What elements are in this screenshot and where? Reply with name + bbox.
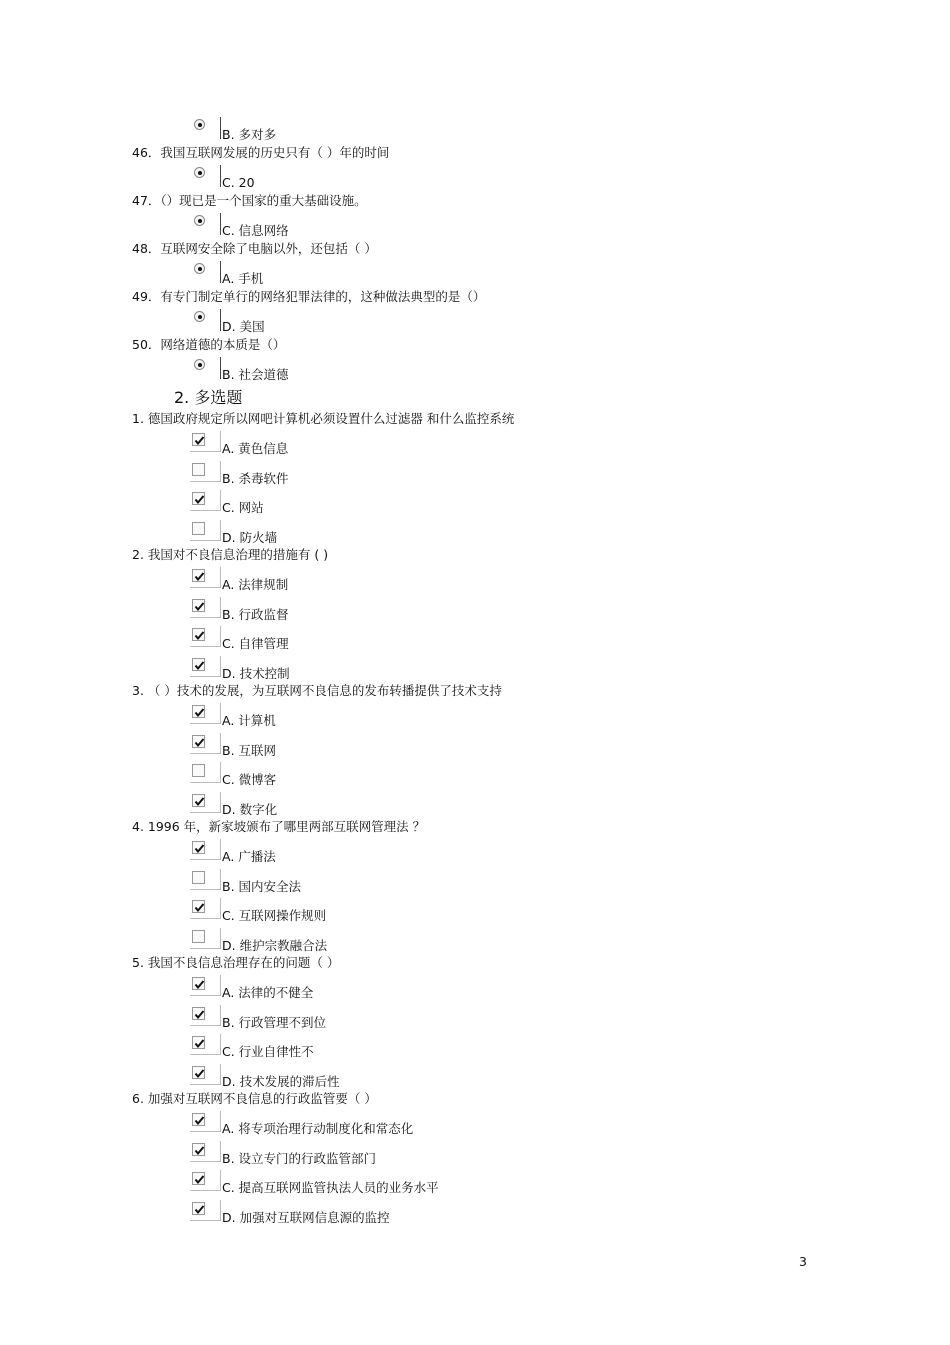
option-label: B. 行政管理不到位 — [222, 1014, 327, 1030]
answer-label: B. 多对多 — [222, 127, 277, 142]
checkbox-option[interactable] — [190, 1034, 690, 1060]
page-number: 3 — [799, 1254, 807, 1269]
radio-selected-icon[interactable] — [194, 167, 205, 178]
field-divider — [220, 309, 221, 331]
checkbox-checked-icon[interactable] — [192, 900, 205, 913]
checkbox-unchecked-icon[interactable] — [192, 522, 205, 535]
answer-option[interactable] — [190, 117, 690, 143]
checkbox-checked-icon[interactable] — [192, 628, 205, 641]
checkbox-unchecked-icon[interactable] — [192, 764, 205, 777]
checkbox-option[interactable] — [190, 1170, 690, 1196]
option-label: A. 广播法 — [222, 849, 276, 864]
checkbox-option[interactable] — [190, 597, 690, 623]
radio-selected-icon[interactable] — [194, 311, 205, 322]
checkbox-option[interactable] — [190, 975, 690, 1001]
checkbox-option[interactable] — [190, 626, 690, 652]
checkbox-option[interactable] — [190, 898, 690, 924]
checkbox-checked-icon[interactable] — [192, 1066, 205, 1079]
checkbox-option[interactable] — [190, 520, 690, 546]
answer-option[interactable] — [190, 213, 690, 239]
option-label: D. 技术发展的滞后性 — [222, 1073, 340, 1089]
field-divider — [220, 213, 221, 235]
option-label: D. 防火墙 — [222, 529, 278, 545]
checkbox-checked-icon[interactable] — [192, 1113, 205, 1126]
checkbox-option[interactable] — [190, 703, 690, 729]
option-label: B. 行政监督 — [222, 606, 289, 622]
field-divider — [220, 117, 221, 139]
checkbox-checked-icon[interactable] — [192, 492, 205, 505]
checkbox-option[interactable] — [190, 1005, 690, 1031]
question-text: 1. 德国政府规定所以网吧计算机必须设置什么过滤器 和什么监控系统 — [132, 411, 515, 426]
option-label: A. 计算机 — [222, 713, 276, 728]
question-text: 48．互联网安全除了电脑以外，还包括（ ） — [132, 241, 377, 256]
question-text: 6. 加强对互联网不良信息的行政监管要（ ） — [132, 1091, 377, 1106]
option-label: B. 杀毒软件 — [222, 470, 289, 486]
checkbox-option[interactable] — [190, 567, 690, 593]
option-label: C. 提高互联网监管执法人员的业务水平 — [222, 1180, 439, 1195]
checkbox-checked-icon[interactable] — [192, 841, 205, 854]
checkbox-option[interactable] — [190, 431, 690, 457]
answer-label: D. 美国 — [222, 319, 265, 334]
answer-label: C. 20 — [222, 175, 255, 190]
radio-selected-icon[interactable] — [194, 215, 205, 226]
section-heading: 2. 多选题 — [174, 388, 243, 407]
question-text: 46．我国互联网发展的历史只有（ ）年的时间 — [132, 145, 390, 160]
question-text: 5. 我国不良信息治理存在的问题（ ） — [132, 955, 340, 970]
answer-label: C. 信息网络 — [222, 223, 289, 238]
checkbox-option[interactable] — [190, 490, 690, 516]
answer-option[interactable] — [190, 309, 690, 335]
field-divider — [220, 357, 221, 379]
option-label: B. 国内安全法 — [222, 878, 302, 894]
checkbox-unchecked-icon[interactable] — [192, 930, 205, 943]
option-label: A. 法律规制 — [222, 577, 289, 592]
checkbox-unchecked-icon[interactable] — [192, 463, 205, 476]
checkbox-checked-icon[interactable] — [192, 1143, 205, 1156]
checkbox-checked-icon[interactable] — [192, 977, 205, 990]
question-text: 2. 我国对不良信息治理的措施有 ( ) — [132, 547, 329, 562]
checkbox-option[interactable] — [190, 461, 690, 487]
checkbox-option[interactable] — [190, 762, 690, 788]
checkbox-checked-icon[interactable] — [192, 569, 205, 582]
question-text: 50．网络道德的本质是（） — [132, 337, 286, 352]
option-label: D. 技术控制 — [222, 665, 290, 681]
option-label: A. 法律的不健全 — [222, 985, 314, 1000]
field-divider — [220, 261, 221, 283]
radio-selected-icon[interactable] — [194, 119, 205, 130]
radio-selected-icon[interactable] — [194, 263, 205, 274]
checkbox-option[interactable] — [190, 733, 690, 759]
checkbox-checked-icon[interactable] — [192, 1036, 205, 1049]
field-divider — [220, 165, 221, 187]
option-label: D. 维护宗教融合法 — [222, 937, 328, 953]
option-label: B. 设立专门的行政监管部门 — [222, 1150, 377, 1166]
checkbox-option[interactable] — [190, 869, 690, 895]
checkbox-unchecked-icon[interactable] — [192, 871, 205, 884]
answer-option[interactable] — [190, 357, 690, 383]
option-label: D. 数字化 — [222, 801, 278, 817]
checkbox-option[interactable] — [190, 1064, 690, 1090]
question-text: 49．有专门制定单行的网络犯罪法律的，这种做法典型的是（） — [132, 289, 486, 304]
checkbox-option[interactable] — [190, 1111, 690, 1137]
option-label: A. 黄色信息 — [222, 441, 289, 456]
checkbox-checked-icon[interactable] — [192, 599, 205, 612]
option-label: D. 加强对互联网信息源的监控 — [222, 1209, 390, 1225]
checkbox-checked-icon[interactable] — [192, 433, 205, 446]
option-label: C. 网站 — [222, 500, 264, 515]
question-text: 3. （ ）技术的发展，为互联网不良信息的发布转播提供了技术支持 — [132, 683, 502, 698]
option-label: A. 将专项治理行动制度化和常态化 — [222, 1121, 414, 1136]
answer-option[interactable] — [190, 165, 690, 191]
checkbox-option[interactable] — [190, 1200, 690, 1226]
checkbox-option[interactable] — [190, 839, 690, 865]
answer-label: A. 手机 — [222, 271, 264, 286]
checkbox-checked-icon[interactable] — [192, 1172, 205, 1185]
option-label: B. 互联网 — [222, 742, 277, 758]
option-label: C. 自律管理 — [222, 636, 289, 651]
checkbox-checked-icon[interactable] — [192, 735, 205, 748]
option-label: C. 行业自律性不 — [222, 1044, 314, 1059]
checkbox-option[interactable] — [190, 656, 690, 682]
checkbox-option[interactable] — [190, 1141, 690, 1167]
question-text: 47．（）现已是一个国家的重大基础设施。 — [132, 193, 367, 208]
answer-label: B. 社会道德 — [222, 367, 289, 382]
checkbox-checked-icon[interactable] — [192, 794, 205, 807]
checkbox-option[interactable] — [190, 928, 690, 954]
radio-selected-icon[interactable] — [194, 359, 205, 370]
checkbox-checked-icon[interactable] — [192, 1007, 205, 1020]
option-label: C. 微博客 — [222, 772, 277, 787]
checkbox-checked-icon[interactable] — [192, 705, 205, 718]
checkbox-checked-icon[interactable] — [192, 1202, 205, 1215]
checkbox-checked-icon[interactable] — [192, 658, 205, 671]
question-text: 4. 1996 年，新家坡颁布了哪里两部互联网管理法 ？ — [132, 819, 426, 834]
checkbox-option[interactable] — [190, 792, 690, 818]
option-label: C. 互联网操作规则 — [222, 908, 327, 923]
answer-option[interactable] — [190, 261, 690, 287]
